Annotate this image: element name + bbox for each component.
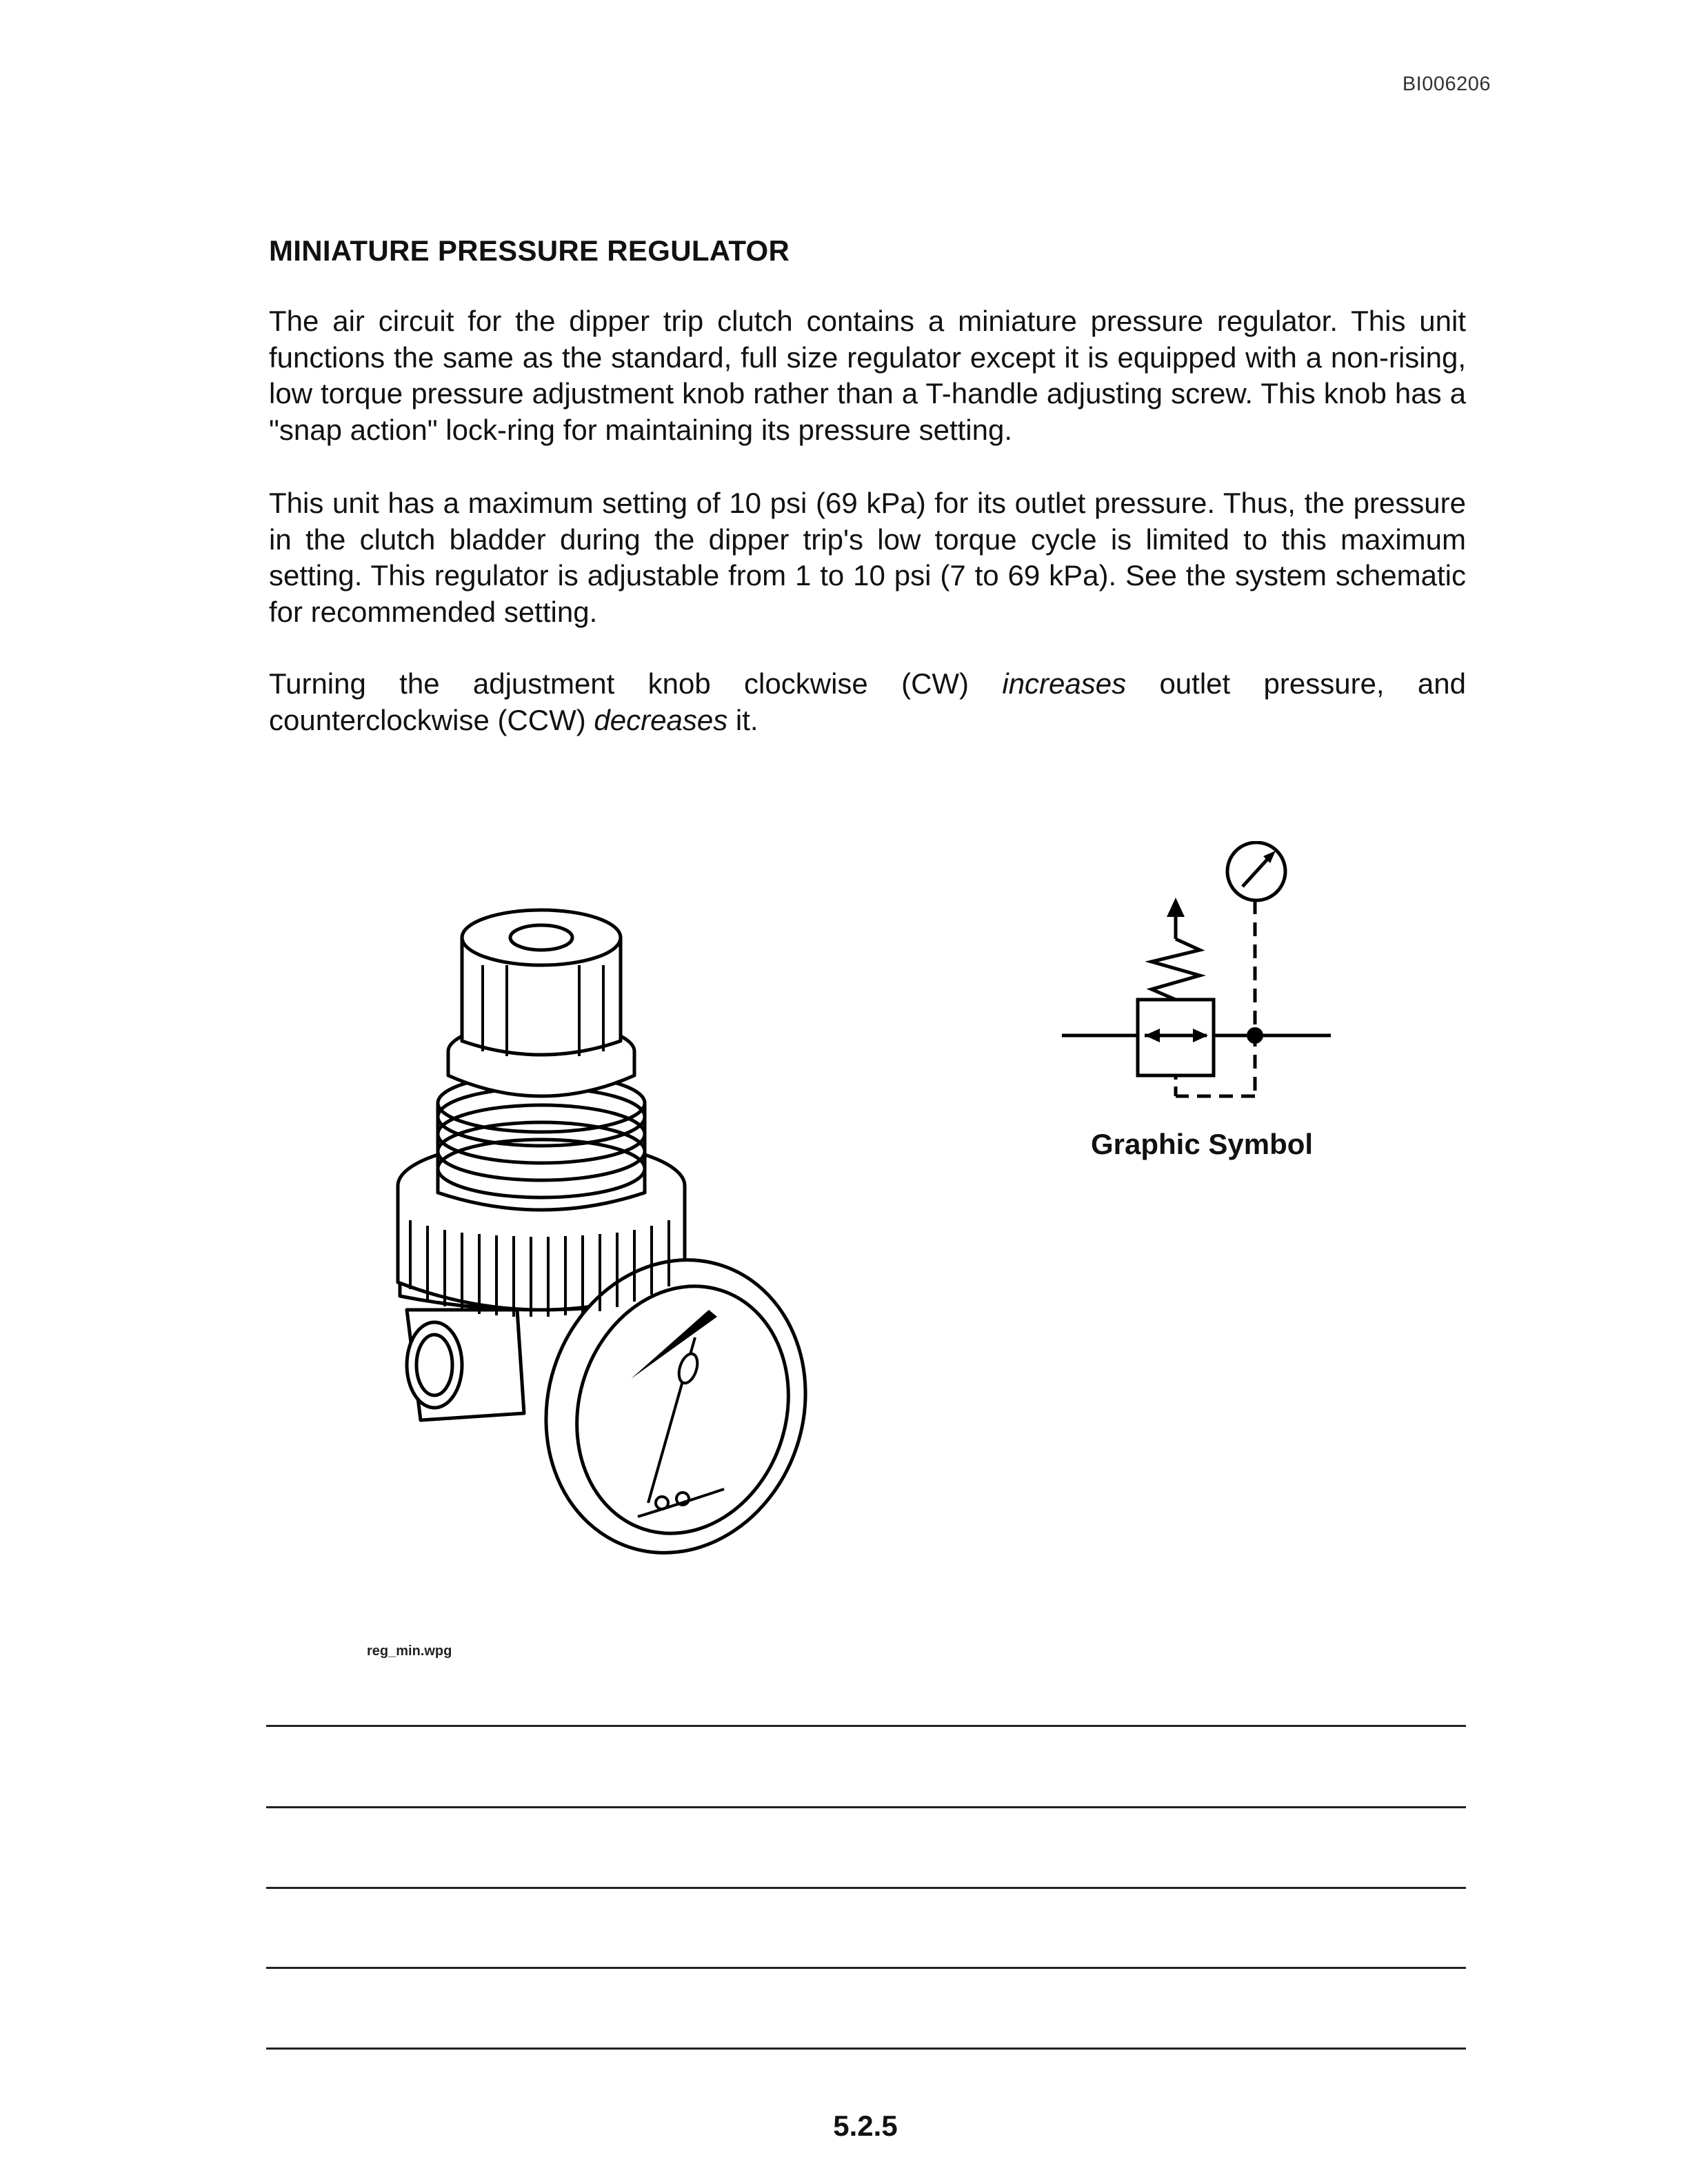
paragraph-max-setting: This unit has a maximum setting of 10 psi (69 kPa) for its outlet pressure. Thus, the pressure in the clutch bladder during the dipper trip's low torque cycle is limited to this maximum setting. This regulator is adjustable from 1 to 10 psi (7 to 69 kPa). See the system schematic for recommended setting. — [269, 487, 1466, 628]
paragraph-adjustment — [269, 666, 1466, 738]
regulator-illustration — [359, 896, 827, 1558]
regulator-graphic-symbol — [1048, 841, 1338, 1124]
symbol-caption: Graphic Symbol — [1091, 1128, 1314, 1160]
note-line — [266, 1806, 1466, 1808]
page-number: 5.2.5 — [833, 2110, 898, 2142]
emphasis-decreases: decreases — [594, 703, 728, 736]
paragraph-intro: The air circuit for the dipper trip clutch contains a miniature pressure regulator. This unit functions the same as the standard, full size regulator except it is equipped with a non-rising, low torque pressure adjustment knob rather than a T-handle adjusting screw. This knob has a "snap action" lock-ring for maintaining its pressure setting. — [269, 305, 1466, 446]
note-line — [266, 1725, 1466, 1727]
figure-file-label: reg_min.wpg — [367, 1644, 452, 1659]
document-id: BI006206 — [1402, 73, 1491, 95]
emphasis-increases: increases — [1002, 667, 1127, 700]
note-line — [266, 1967, 1466, 1969]
note-line — [266, 2048, 1466, 2050]
paragraph-adjustment-text-2: outlet pressure, and counterclockwise (CCW) — [269, 667, 1466, 736]
paragraph-adjustment-text-3: it. — [727, 703, 758, 736]
note-line — [266, 1887, 1466, 1889]
paragraph-adjustment-text-1: Turning the adjustment knob clockwise (CW) — [269, 667, 1003, 700]
section-title: MINIATURE PRESSURE REGULATOR — [269, 234, 790, 267]
